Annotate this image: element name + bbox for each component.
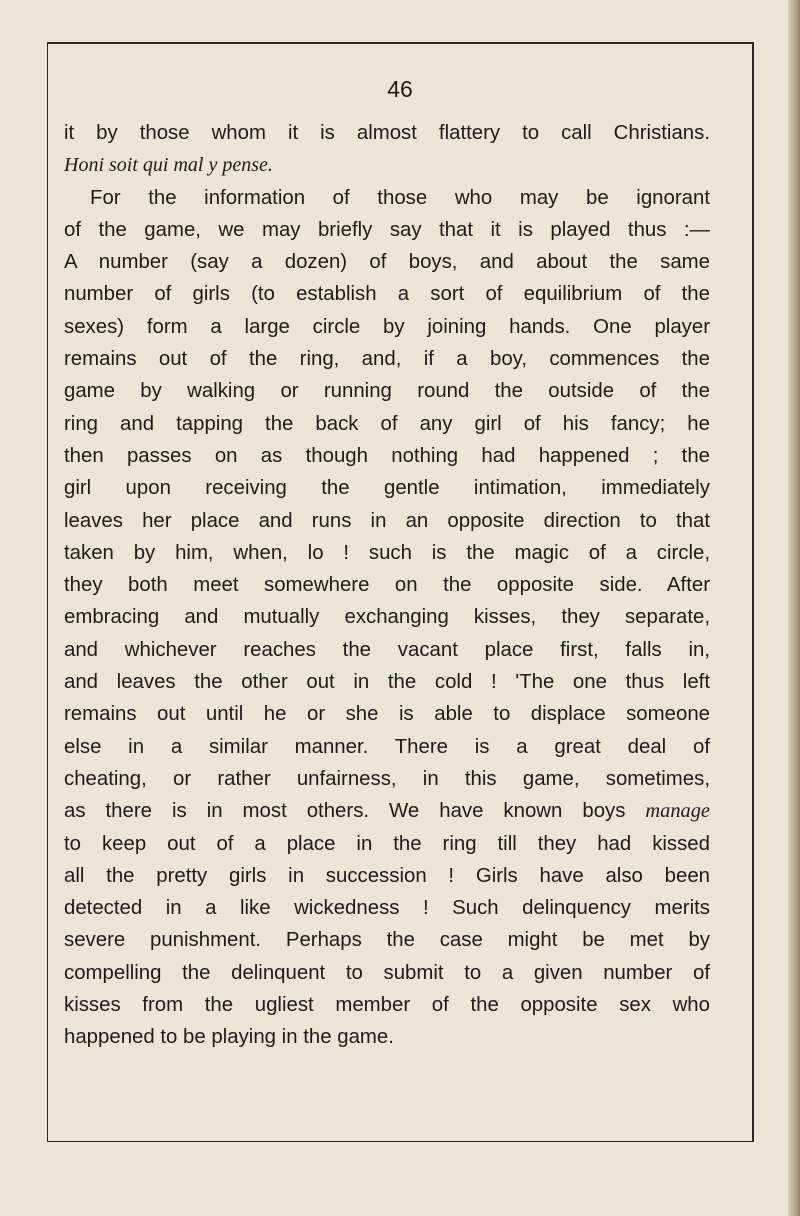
text-line-with-italic [64, 795, 710, 827]
text-line: it by those whom it is almost flattery to call Christians. [64, 122, 710, 144]
text-line: remains out of the ring, and, if a boy, commences the [64, 348, 710, 371]
text-line: remains out until he or she is able to displace someone [64, 703, 710, 726]
text-line-motto: Honi soit qui mal y pense. [64, 154, 273, 177]
text-line-last: happened to be playing in the game. [64, 1026, 394, 1049]
text-line: severe punishment. Perhaps the case might be met by [64, 929, 710, 952]
text-line: embracing and mutually exchanging kisses, they separate, [64, 606, 710, 629]
page-edge-shadow [788, 0, 800, 1216]
text-line: to keep out of a place in the ring till they had kissed [64, 832, 710, 855]
text-line: and whichever reaches the vacant place first, falls in, [64, 638, 710, 661]
text-line: compelling the delinquent to submit to a given number of [64, 961, 710, 984]
text-line: then passes on as though nothing had happened ; the [64, 444, 710, 467]
text-line: girl upon receiving the gentle intimation, immediately [64, 477, 710, 500]
text-line: For the information of those who may be ignorant [90, 186, 710, 209]
text-line: and leaves the other out in the cold ! 'The one thus left [64, 671, 710, 694]
text-line: leaves her place and runs in an opposite direction to that [64, 509, 710, 532]
text-line: of the game, we may briefly say that it is played thus :— [64, 218, 710, 241]
text-fragment: as there is in most others. We have known boys [64, 800, 626, 823]
text-line: ring and tapping the back of any girl of his fancy; he [64, 412, 710, 435]
text-line: detected in a like wickedness ! Such delinquency merits [64, 897, 710, 920]
text-line: game by walking or running round the outside of the [64, 380, 710, 403]
text-line: cheating, or rather unfairness, in this game, sometimes, [64, 767, 710, 790]
body-text [64, 117, 710, 1054]
text-line: they both meet somewhere on the opposite side. After [64, 574, 710, 597]
italic-word: manage [645, 800, 710, 823]
text-line: taken by him, when, lo ! such is the magic of a circle, [64, 541, 710, 564]
text-line: kisses from the ugliest member of the opposite sex who [64, 994, 710, 1017]
page-number: 46 [387, 76, 413, 102]
text-line: A number (say a dozen) of boys, and about the same [64, 251, 710, 274]
text-line: all the pretty girls in succession ! Girls have also been [64, 864, 710, 887]
text-line: number of girls (to establish a sort of equilibrium of the [64, 283, 710, 306]
text-line: else in a similar manner. There is a great deal of [64, 735, 710, 758]
text-line: sexes) form a large circle by joining hands. One player [64, 315, 710, 338]
